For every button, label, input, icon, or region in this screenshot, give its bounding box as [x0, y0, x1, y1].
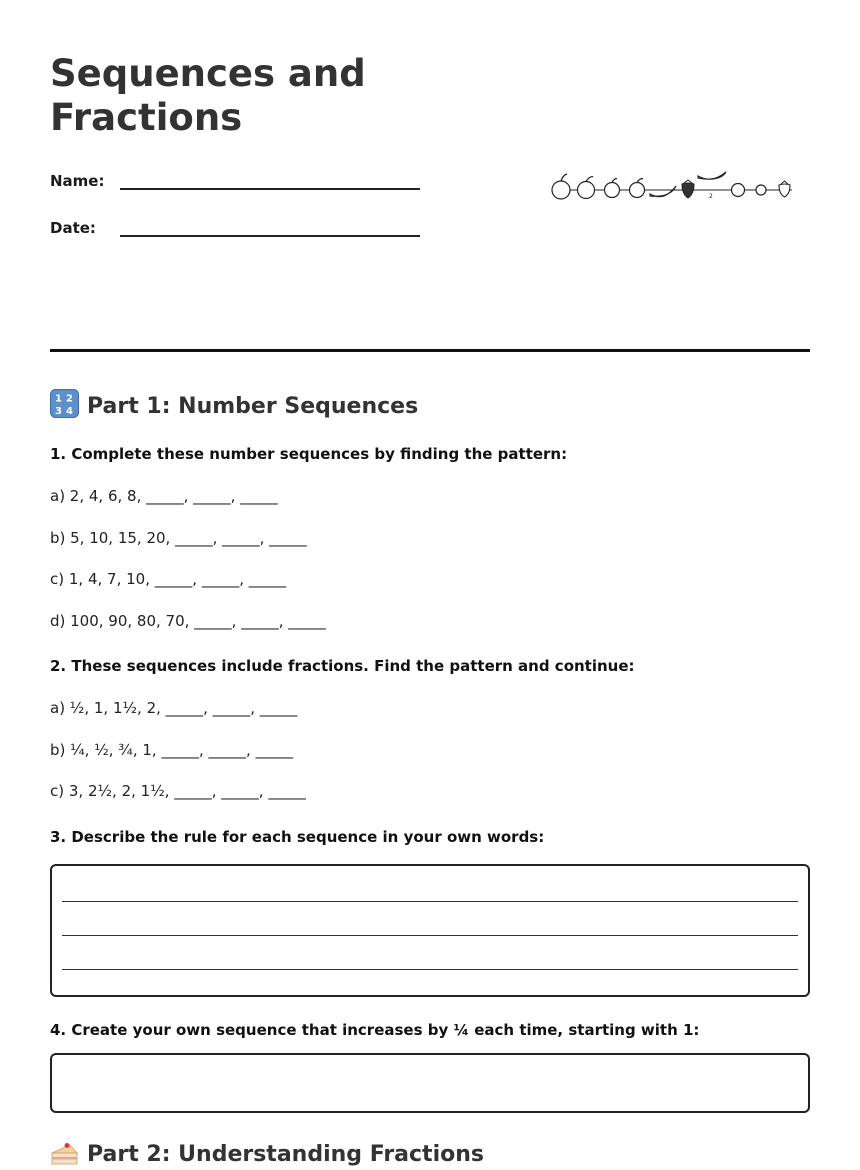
- header-divider: [50, 349, 810, 352]
- name-label: Name:: [50, 172, 105, 190]
- name-field-row: [50, 166, 430, 196]
- answer-line: [62, 901, 798, 902]
- svg-text:4: 4: [66, 406, 73, 417]
- question-4-answer-box[interactable]: [50, 1053, 810, 1113]
- part-2-heading-text: Part 2: Understanding Fractions: [87, 1142, 484, 1167]
- sequence-item: a) 2, 4, 6, 8, _____, _____, _____: [50, 487, 278, 505]
- page-title: [50, 52, 430, 140]
- tick-label: 2: [709, 193, 713, 200]
- sequence-item: a) ½, 1, 1½, 2, _____, _____, _____: [50, 699, 298, 717]
- svg-text:2: 2: [66, 393, 73, 405]
- cake-slice-icon: [50, 1137, 79, 1166]
- part-1-heading-text: Part 1: Number Sequences: [87, 394, 419, 419]
- date-field-row: [50, 213, 430, 243]
- sequence-item: c) 3, 2½, 2, 1½, _____, _____, _____: [50, 782, 306, 800]
- question-1-prompt: 1. Complete these number sequences by finding the pattern:: [50, 445, 568, 463]
- sequence-item: b) 5, 10, 15, 20, _____, _____, _____: [50, 529, 307, 547]
- part-2-heading: [50, 1137, 484, 1170]
- question-4-prompt: 4. Create your own sequence that increases by ¼ each time, starting with 1:: [50, 1021, 700, 1039]
- fruit-number-line-icon: [540, 150, 800, 220]
- question-2-prompt: 2. These sequences include fractions. Find the pattern and continue:: [50, 657, 635, 675]
- input-numbers-icon: [50, 389, 79, 418]
- answer-line: [62, 969, 798, 970]
- name-input[interactable]: [120, 166, 420, 190]
- title-line-1: Sequences and: [50, 52, 366, 95]
- answer-line: [62, 935, 798, 936]
- worksheet-page: [50, 0, 810, 1167]
- sequence-item: d) 100, 90, 80, 70, _____, _____, _____: [50, 612, 326, 630]
- date-input[interactable]: [120, 213, 420, 237]
- part-1-heading: [50, 389, 418, 422]
- sequence-item: b) ¼, ½, ¾, 1, _____, _____, _____: [50, 741, 294, 759]
- question-3-prompt: 3. Describe the rule for each sequence in your own words:: [50, 828, 545, 846]
- svg-text:1: 1: [55, 393, 62, 405]
- sequence-item: c) 1, 4, 7, 10, _____, _____, _____: [50, 570, 287, 588]
- title-line-2: Fractions: [50, 96, 243, 139]
- date-label: Date:: [50, 219, 96, 237]
- svg-text:3: 3: [55, 406, 62, 417]
- question-3-answer-box[interactable]: [50, 864, 810, 997]
